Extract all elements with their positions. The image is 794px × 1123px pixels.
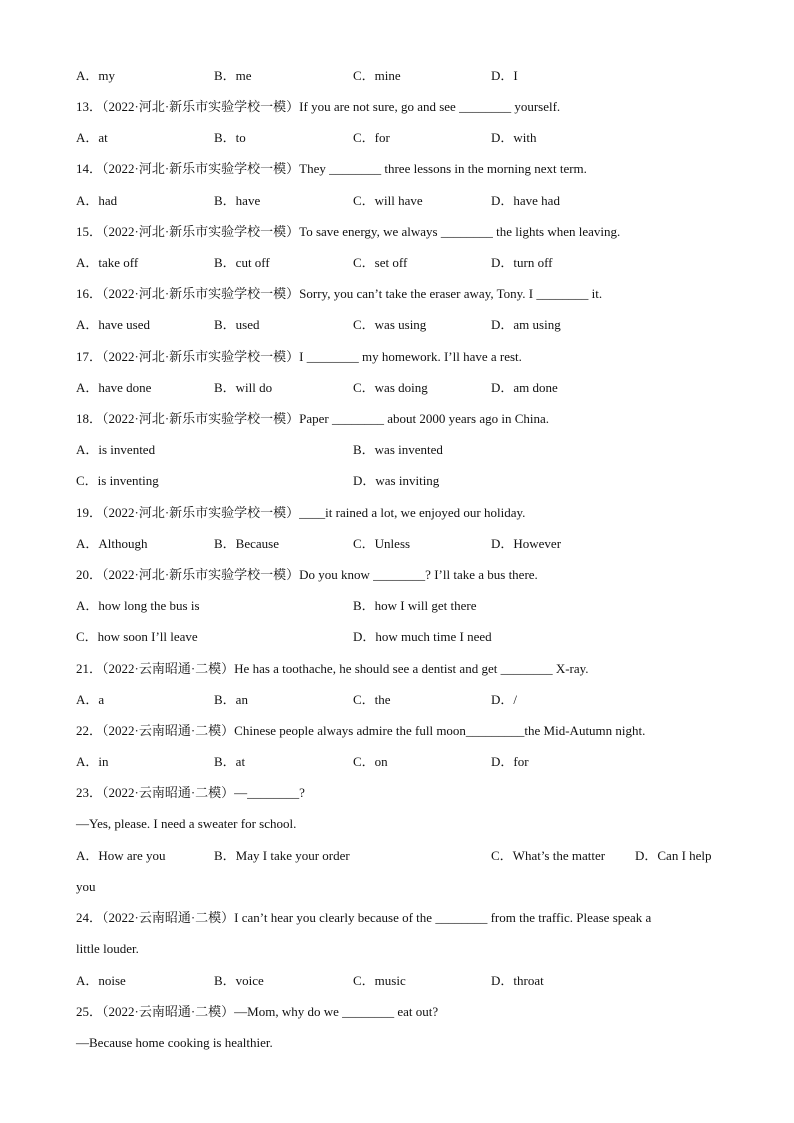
- q23-stem: 23．（2022·云南昭通·二模）—________?: [76, 785, 305, 800]
- q17-stem: 17．（2022·河北·新乐市实验学校一模）I ________ my homework. I’ll have a rest.: [76, 349, 522, 364]
- option-c: C．is inventing: [76, 473, 159, 488]
- option-d: D．was inviting: [353, 473, 440, 488]
- option-b: B．at: [214, 754, 246, 769]
- q24-stem: 24．（2022·云南昭通·二模）I can’t hear you clearly because of the ________ from the traffic. Please speak a: [76, 910, 652, 925]
- q23-option-wrap: you: [76, 879, 96, 894]
- option-b: B．have: [214, 193, 261, 208]
- option-b: B．to: [214, 130, 246, 145]
- option-b: B．cut off: [214, 255, 270, 270]
- option-c: C．was using: [353, 317, 427, 332]
- q19-stem: 19．（2022·河北·新乐市实验学校一模）____it rained a lot, we enjoyed our holiday.: [76, 505, 526, 520]
- option-c: C．for: [353, 130, 390, 145]
- q25-dialogue: —Because home cooking is healthier.: [76, 1035, 273, 1050]
- q14-stem: 14．（2022·河北·新乐市实验学校一模）They ________ three lessons in the morning next term.: [76, 161, 587, 176]
- option-b: B．used: [214, 317, 260, 332]
- option-a: A．is invented: [76, 442, 156, 457]
- option-d: D．how much time I need: [353, 629, 492, 644]
- q22-stem: 22．（2022·云南昭通·二模）Chinese people always admire the full moon_________the Mid-Autumn night.: [76, 723, 646, 738]
- option-b: B．an: [214, 692, 248, 707]
- q16-stem: 16．（2022·河北·新乐市实验学校一模）Sorry, you can’t take the eraser away, Tony. I ________ it.: [76, 286, 603, 301]
- option-d: D．with: [491, 130, 537, 145]
- option-d: D．/: [491, 692, 518, 707]
- option-c: C．music: [353, 973, 406, 988]
- q21-stem: 21．（2022·云南昭通·二模）He has a toothache, he should see a dentist and get ________ X-ray.: [76, 661, 589, 676]
- option-b: B．me: [214, 68, 252, 83]
- q13-stem: 13．（2022·河北·新乐市实验学校一模）If you are not sure, go and see ________ yourself.: [76, 99, 561, 114]
- option-a: A．had: [76, 193, 118, 208]
- option-b: B．voice: [214, 973, 264, 988]
- option-a: A．a: [76, 692, 105, 707]
- option-a: A．how long the bus is: [76, 598, 200, 613]
- option-d: D．have had: [491, 193, 560, 208]
- option-a: A．Although: [76, 536, 148, 551]
- option-d: D．for: [491, 754, 529, 769]
- option-a: A．in: [76, 754, 109, 769]
- option-d: D．turn off: [491, 255, 553, 270]
- option-b: B．Because: [214, 536, 279, 551]
- option-c: C．how soon I’ll leave: [76, 629, 198, 644]
- option-c: C．on: [353, 754, 388, 769]
- q24-stem-continued: little louder.: [76, 941, 139, 956]
- option-b: B．May I take your order: [214, 848, 350, 863]
- option-c: C．set off: [353, 255, 408, 270]
- option-c: C．the: [353, 692, 391, 707]
- option-a: A．noise: [76, 973, 126, 988]
- q15-stem: 15．（2022·河北·新乐市实验学校一模）To save energy, we always ________ the lights when leaving.: [76, 224, 621, 239]
- option-d: D．I: [491, 68, 518, 83]
- option-c: C．mine: [353, 68, 401, 83]
- option-c: C．will have: [353, 193, 423, 208]
- option-c: C．was doing: [353, 380, 428, 395]
- option-a: A．at: [76, 130, 108, 145]
- option-b: B．was invented: [353, 442, 443, 457]
- option-d: D．throat: [491, 973, 544, 988]
- option-b: B．how I will get there: [353, 598, 477, 613]
- option-c: C．Unless: [353, 536, 411, 551]
- option-d: D．However: [491, 536, 562, 551]
- q20-stem: 20．（2022·河北·新乐市实验学校一模）Do you know ________? I’ll take a bus there.: [76, 567, 538, 582]
- option-d: D．Can I help: [635, 848, 712, 863]
- option-d: D．am using: [491, 317, 561, 332]
- option-a: A．take off: [76, 255, 139, 270]
- option-a: A．have used: [76, 317, 151, 332]
- option-a: A．have done: [76, 380, 152, 395]
- q25-stem: 25．（2022·云南昭通·二模）—Mom, why do we ________ eat out?: [76, 1004, 439, 1019]
- option-a: A．my: [76, 68, 116, 83]
- option-a: A．How are you: [76, 848, 166, 863]
- q18-stem: 18．（2022·河北·新乐市实验学校一模）Paper ________ about 2000 years ago in China.: [76, 411, 550, 426]
- option-b: B．will do: [214, 380, 273, 395]
- option-c: C．What’s the matter: [491, 848, 606, 863]
- q23-dialogue: —Yes, please. I need a sweater for school.: [76, 816, 297, 831]
- option-d: D．am done: [491, 380, 558, 395]
